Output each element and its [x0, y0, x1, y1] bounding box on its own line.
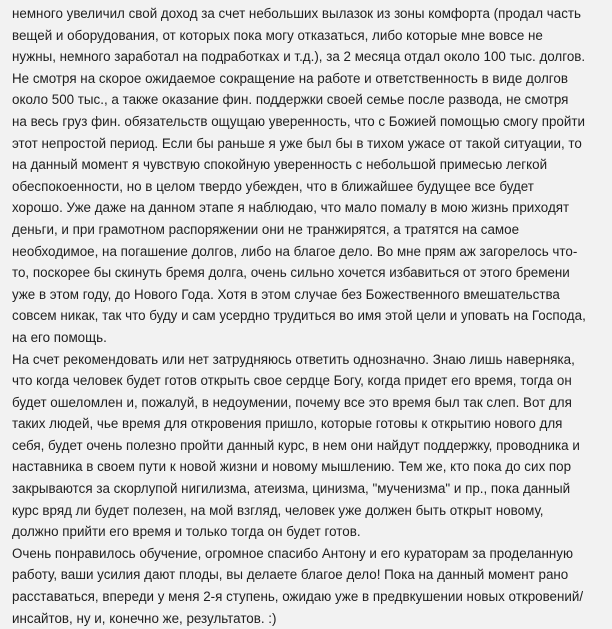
text-line: должно прийти его время и только тогда он будет готов.	[12, 524, 361, 540]
text-line: работу, ваши усилия дают плоды, вы делаете благое дело! Пока на данный момент рано	[12, 567, 569, 583]
text-line: закрываются за скорлупой нигилизма, атеизма, цинизма, "мученизма" и пр., пока данный	[12, 481, 571, 497]
text-line: совсем никак, так что буду и сам усердно трудиться во имя этой цели и уповать на Господа,	[12, 308, 586, 324]
text-line: что когда человек будет готов открыть свое сердце Богу, когда придет его время, тогда он	[12, 373, 572, 389]
text-line: этот непростой период. Если бы раньше я уже был бы в тихом ужасе от такой ситуации, то	[12, 135, 582, 151]
text-line: расставаться, впереди у меня 2-я ступень, ожидаю уже в предвкушении новых откровений/	[12, 589, 584, 605]
text-line: себя, будет очень полезно пройти данный курс, в нем они найдут поддержку, проводника и	[12, 437, 580, 453]
text-line: Не смотря на скорое ожидаемое сокращение на работе и ответственность в виде долгов	[12, 70, 568, 86]
text-line: уже в этом году, до Нового Года. Хотя в этом случае без Божественного вмешательства	[12, 286, 560, 302]
text-line: то, поскорее бы скинуть бремя долга, очень сильно хочется избавиться от этого бремени	[12, 265, 570, 281]
text-line: немного увеличил свой доход за счет небольших вылазок из зоны комфорта (продал часть	[12, 6, 582, 21]
text-line: деньги, и при грамотном распоряжении они не транжирятся, а тратятся на самое	[12, 221, 520, 237]
text-line: таких людей, чье время для откровения пришло, которые готовы к открытию нового для	[12, 416, 563, 432]
text-line: на его помощь.	[12, 329, 107, 345]
text-line: на данный момент я чувствую спокойную уверенность с небольшой примесью легкой	[12, 157, 548, 173]
text-line: на весь груз фин. обязательств ощущаю уверенность, что с Божией помощью смогу пройти	[12, 113, 585, 129]
text-line: около 500 тыс., а также оказание фин. поддержки своей семье после развода, не смотря	[12, 92, 569, 108]
text-line: хорошо. Уже даже на данном этапе я наблюдаю, что мало помалу в мою жизнь приходят	[12, 200, 570, 216]
text-line: обеспокоенности, но в целом твердо убежден, что в ближайшее будущее все будет	[12, 178, 534, 194]
text-line: нужны, немного заработал на подработках и т.д.), за 2 месяца отдал около 100 тыс. долгов.	[12, 49, 586, 65]
text-line: инсайтов, ну и, конечно же, результатов. :)	[12, 610, 277, 626]
text-line: вещей и оборудования, от которых пока могу отказаться, либо которые мне вовсе не	[12, 27, 543, 43]
text-line: необходимое, на погашение долгов, либо на благое дело. Во мне прям аж загорелось что-	[12, 243, 578, 259]
text-line: наставника в своем пути к новой жизни и новому мышлению. Тем же, кто пока до сих пор	[12, 459, 572, 475]
text-line: будет ошеломлен и, пожалуй, в недоумении, почему все это время был так слеп. Вот для	[12, 394, 572, 410]
text-line: курс вряд ли будет полезен, на мой взгляд, человек уже должен быть открыт новому,	[12, 502, 544, 518]
text-line: Очень понравилось обучение, огромное спасибо Антону и его кураторам за проделанную	[12, 545, 574, 561]
text-line: На счет рекомендовать или нет затрудняюсь ответить однозначно. Знаю лишь наверняка,	[12, 351, 575, 367]
